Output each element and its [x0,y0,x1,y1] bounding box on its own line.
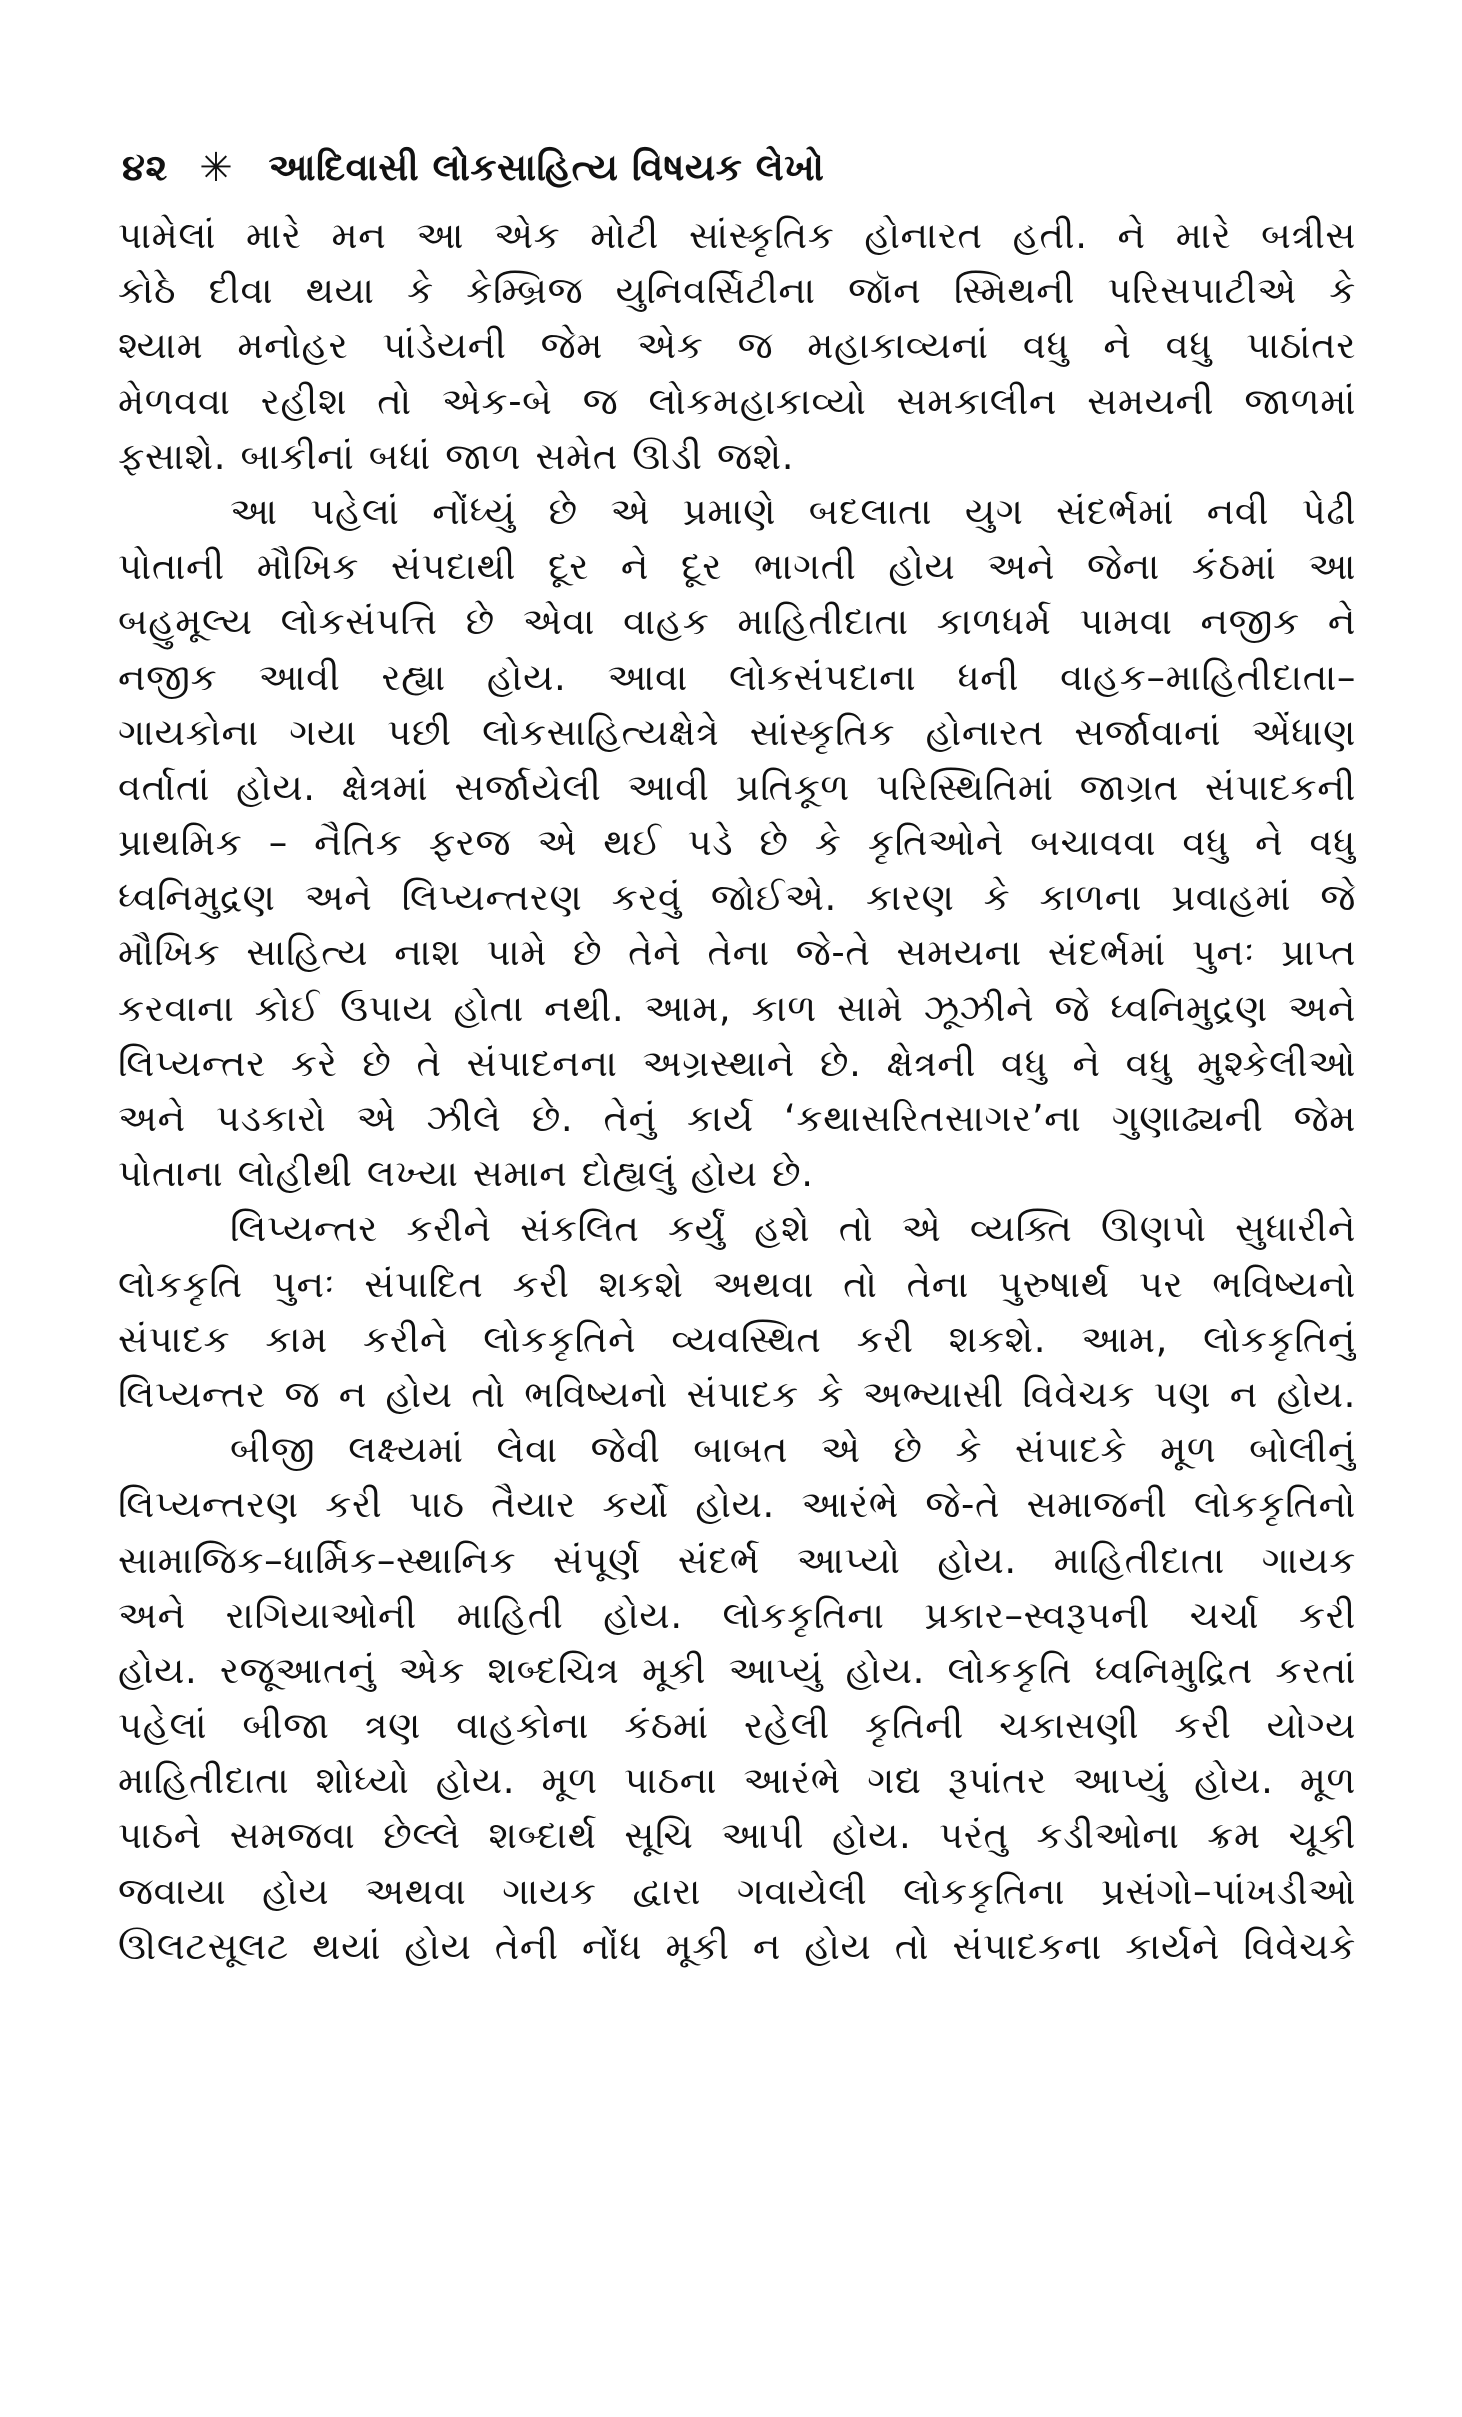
text-line: ધ્વનિમુદ્રણ અને લિપ્યન્તરણ કરવું જોઈએ. કારણ કે કાળના પ્રવાહમાં જે [118,876,1356,920]
text-line: કરવાના કોઈ ઉપાય હોતા નથી. આમ, કાળ સામે ઝૂઝીને જે ધ્વનિમુદ્રણ અને [118,986,1356,1030]
text-line: મૌખિક સાહિત્ય નાશ પામે છે તેને તેના જે-તે સમયના સંદર્ભમાં પુનઃ પ્રાપ્ત [118,931,1356,975]
text-line: ગાયકોના ગયા પછી લોકસાહિત્યક્ષેત્રે સાંસ્કૃતિક હોનારત સર્જાવાનાં એંધાણ [118,710,1356,754]
text-line: પામેલાં મારે મન આ એક મોટી સાંસ્કૃતિક હોનારત હતી. ને મારે બત્રીસ [118,214,1356,257]
text-line: લિપ્યન્તરણ કરી પાઠ તૈયાર કર્યો હોય. આરંભે જે-તે સમાજની લોકકૃતિનો [118,1483,1356,1527]
running-header [122,140,1356,198]
text-line: ઊલટસૂલટ થયાં હોય તેની નોંધ મૂકી ન હોય તો સંપાદકના કાર્યને વિવેચકે [118,1924,1356,1968]
text-line: નજીક આવી રહ્યા હોય. આવા લોકસંપદાના ધની વાહક–માહિતીદાતા– [118,655,1356,699]
text-line: લોકકૃતિ પુનઃ સંપાદિત કરી શકશે અથવા તો તેના પુરુષાર્થ પર ભવિષ્યનો [118,1262,1356,1306]
text-line: ફસાશે. બાકીનાં બધાં જાળ સમેત ઊડી જશે. [118,434,795,478]
text-line: પોતાની મૌખિક સંપદાથી દૂર ને દૂર ભાગતી હોય અને જેના કંઠમાં આ [118,545,1356,589]
text-line: પહેલાં બીજા ત્રણ વાહકોના કંઠમાં રહેલી કૃતિની ચકાસણી કરી યોગ્ય [118,1704,1356,1748]
text-line: બહુમૂલ્ય લોકસંપત્તિ છે એવા વાહક માહિતીદાતા કાળધર્મ પામવા નજીક ને [118,600,1356,644]
text-line: જવાયા હોય અથવા ગાયક દ્વારા ગવાયેલી લોકકૃતિના પ્રસંગો–પાંખડીઓ [118,1869,1356,1913]
text-line: હોય. રજૂઆતનું એક શબ્દચિત્ર મૂકી આપ્યું હોય. લોકકૃતિ ધ્વનિમુદ્રિત કરતાં [118,1648,1356,1692]
text-line: સામાજિક–ધાર્મિક–સ્થાનિક સંપૂર્ણ સંદર્ભ આપ્યો હોય. માહિતીદાતા ગાયક [118,1538,1356,1582]
text-line: અને પડકારો એ ઝીલે છે. તેનું કાર્ય ‘કથાસરિતસાગર’ના ગુણાઢ્યની જેમ [118,1097,1356,1140]
text-line: મેળવવા રહીશ તો એક-બે જ લોકમહાકાવ્યો સમકાલીન સમયની જાળમાં [118,379,1356,423]
text-line: શ્યામ મનોહર પાંડેયની જેમ એક જ મહાકાવ્યનાં વધુ ને વધુ પાઠાંતર [118,324,1356,368]
text-line: પ્રાથમિક – નૈતિક ફરજ એ થઈ પડે છે કે કૃતિઓને બચાવવા વધુ ને વધુ [118,821,1356,865]
text-line: સંપાદક કામ કરીને લોકકૃતિને વ્યવસ્થિત કરી શકશે. આમ, લોકકૃતિનું [118,1317,1356,1361]
book-title: આદિવાસી લોકસાહિત્ય વિષયક લેખો [268,145,825,189]
text-line: લિપ્યન્તર જ ન હોય તો ભવિષ્યનો સંપાદક કે અભ્યાસી વિવેચક પણ ન હોય. [118,1372,1356,1416]
text-line: આ પહેલાં નોંધ્યું છે એ પ્રમાણે બદલાતા યુગ સંદર્ભમાં નવી પેઢી [230,489,1356,533]
text-line: પાઠને સમજવા છેલ્લે શબ્દાર્થ સૂચિ આપી હોય. પરંતુ કડીઓના ક્રમ ચૂકી [118,1814,1356,1858]
page-number: ૪૨ [122,145,168,189]
text-line: કોઠે દીવા થયા કે કેમ્બ્રિજ યુનિવર્સિટીના જૉન સ્મિથની પરિસપાટીએ કે [118,269,1356,313]
text-line: અને રાગિયાઓની માહિતી હોય. લોકકૃતિના પ્રકાર–સ્વરૂપની ચર્ચા કરી [118,1593,1356,1637]
text-line: લિપ્યન્તર કરીને સંકલિત કર્યું હશે તો એ વ્યક્તિ ઊણપો સુધારીને [230,1207,1356,1251]
text-line: પોતાના લોહીથી લખ્યા સમાન દોહ્યલું હોય છે. [118,1152,814,1196]
text-line: લિપ્યન્તર કરે છે તે સંપાદનના અગ્રસ્થાને છે. ક્ષેત્રની વધુ ને વધુ મુશ્કેલીઓ [118,1041,1356,1085]
text-line: માહિતીદાતા શોધ્યો હોય. મૂળ પાઠના આરંભે ગદ્ય રૂપાંતર આપ્યું હોય. મૂળ [118,1759,1356,1803]
text-line: બીજી લક્ષ્યમાં લેવા જેવી બાબત એ છે કે સંપાદકે મૂળ બોલીનું [230,1428,1356,1472]
asterisk-ornament-icon: ✳ [199,144,234,191]
text-line: વર્તાતાં હોય. ક્ષેત્રમાં સર્જાયેલી આવી પ્રતિકૂળ પરિસ્થિતિમાં જાગ્રત સંપાદકની [118,765,1356,809]
book-page [118,140,1356,1974]
body-text [118,208,1356,1974]
